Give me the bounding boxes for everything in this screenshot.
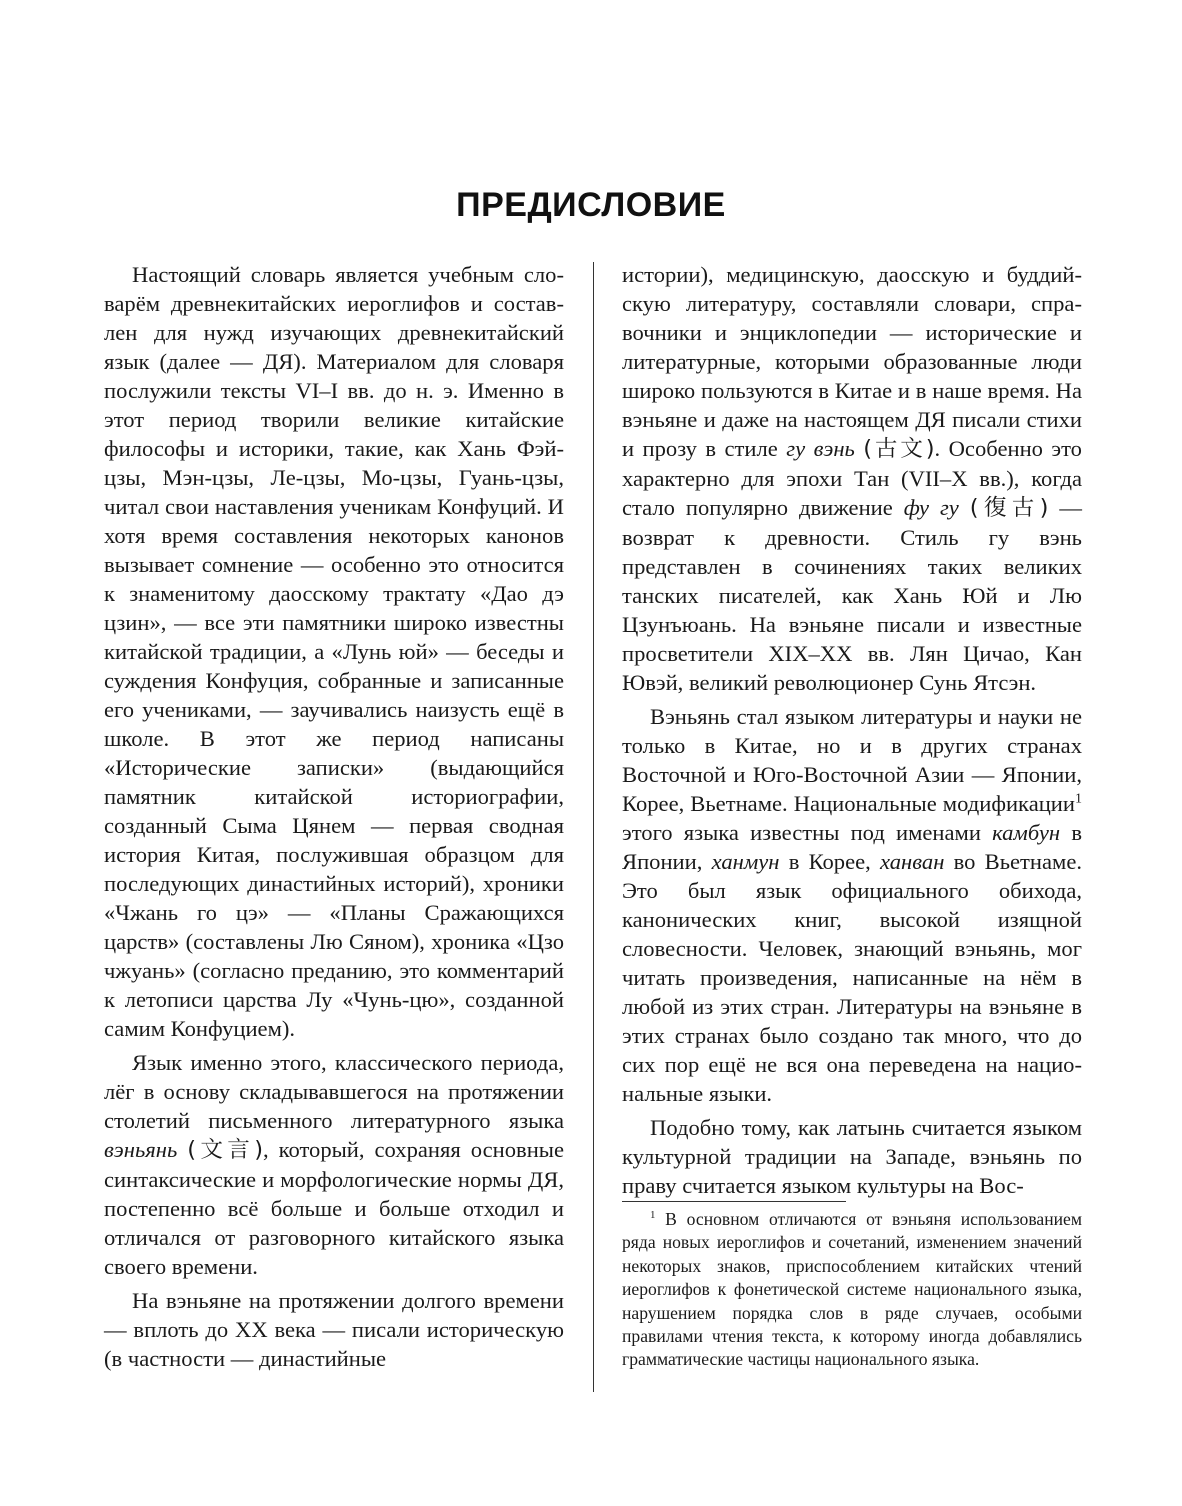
paragraph (622, 260, 1082, 697)
paragraph (622, 1113, 1082, 1200)
paragraph-text: , который, сохраняя основные синтаксические и морфологические нормы ДЯ, постепенно всё больше и больше отходил и отличался от разговорного китайского языка своего времени. (104, 1137, 564, 1279)
term: фу гу (903, 495, 959, 520)
footnote-reference[interactable]: 1 (1075, 791, 1082, 807)
column-divider (593, 262, 594, 1392)
term: гу вэнь (786, 436, 855, 461)
paragraph (622, 702, 1082, 1108)
footnote-separator (622, 1201, 846, 1202)
paragraph-text: На вэньяне на протяжении долгого времени — вплоть до XX века — писали историческую (в частности — династийные (104, 1288, 564, 1371)
paragraph-text: Вэньянь стал языком литературы и науки не только в Китае, но и в других странах Восточной и Юго-Восточной Азии — Японии, Корее, Вьетнаме. Национальные модификации (622, 704, 1082, 816)
paragraph-text: — возврат к древности. Стиль гу вэнь представлен в сочинениях таких великих танских писателей, как Хань Юй и Лю Цзунъюань. На вэньяне писали и известные просветители XIX–XX вв. Лян Цичао, Кан Ювэй, великий революционер Сунь Ятсэн. (622, 495, 1082, 695)
paragraph-text: в Корее, (779, 849, 881, 874)
paragraph (104, 1286, 564, 1373)
left-column (104, 260, 564, 1378)
paragraph-text: Подобно тому, как латынь считается языком культурной традиции на Западе, вэньянь по праву считается языком культуры на Вос- (622, 1115, 1082, 1198)
paragraph-text: этого языка известны под именами (622, 820, 993, 845)
footnote-marker: 1 (650, 1209, 656, 1222)
paragraph (104, 260, 564, 1043)
hanzi: (文言) (187, 1137, 264, 1163)
term: камбун (992, 820, 1061, 845)
term: вэньянь (104, 1137, 178, 1162)
term: ханван (880, 849, 945, 874)
paragraph-text: в Японии, (622, 820, 1082, 874)
paragraph-text: Язык именно этого, классического периода, лёг в основу складывавшегося на протяжении столетий письменного литературного языка (104, 1050, 564, 1133)
paragraph-text: Настоящий словарь является учебным словарём древнекитайских иероглифов и составлен для нужд изучающих древнекитайский язык (далее — ДЯ). Материалом для словаря послужили тексты VI–I вв. до н. э. Именно в этот период творили великие китайские философы и историки, такие, как Хань Фэйцзы, Мэн-цзы, Ле-цзы, Мо-цзы, Гуань-цзы, читал свои наставления ученикам Конфуций. И хотя время составления некоторых канонов вызывает сомнение — особенно это относится к знаменитому даосскому трактату «Дао дэ цзин», — все эти памятники широко известны китайской традиции, а «Лунь юй» — беседы и суждения Конфуция, собранные и записанные его учениками, — заучивались наизусть ещё в школе. В этот же период написаны «Исторические записки» (выдающийся памятник китайской историографии, созданный Сыма Цянем — первая сводная история Китая, послужившая образцом для последующих династийных историй), хроники «Чжань го цэ» — «Планы Сражающихся царств» (составлены Лю Сяном), хроника «Цзо чжуань» (согласно преданию, это комментарий к летописи царства Лу «Чунь-цю», созданной самим Конфуцием). (104, 262, 564, 1041)
paragraph (104, 1048, 564, 1281)
footnote (622, 1208, 1082, 1372)
footnote-text: В основном отличаются от вэньяня использованием ряда новых иероглифов и сочетаний, изменением значений некоторых знаков, приспособлением китайских чтений иероглифов к фонетической системе национального языка, нарушением порядка слов в ряде случаев, особыми правилами чтения текста, к которому иногда добавлялись грамматические частицы национального языка. (622, 1209, 1082, 1370)
paragraph-text: истории), медицинскую, даосскую и буддийскую литературу, составляли словари, справочники и энциклопедии — исторические и литературные, которыми образованные люди широко пользуются в Китае и в наше время. На вэньяне и даже на настоящем ДЯ писали стихи и прозу в стиле (622, 262, 1082, 461)
page-title: ПРЕДИСЛОВИЕ (456, 185, 726, 224)
paragraph-text: во Вьетнаме. Это был язык официального обихода, канонических книг, высокой изящной словесности. Человек, знающий вэньянь, мог читать произведения, написанные на нём в любой из этих стран. Литературы на вэньяне в этих странах было создано так много, что до сих пор ещё не вся она переведена на национальные языки. (622, 849, 1083, 1106)
paragraph-text: . Особенно это характерно для эпохи Тан (VII–X вв.), когда стало популярно движение (622, 436, 1082, 520)
term: ханмун (711, 849, 780, 874)
hanzi: (古文) (863, 436, 935, 462)
hanzi: (復古) (969, 495, 1049, 521)
right-column (622, 260, 1082, 1205)
